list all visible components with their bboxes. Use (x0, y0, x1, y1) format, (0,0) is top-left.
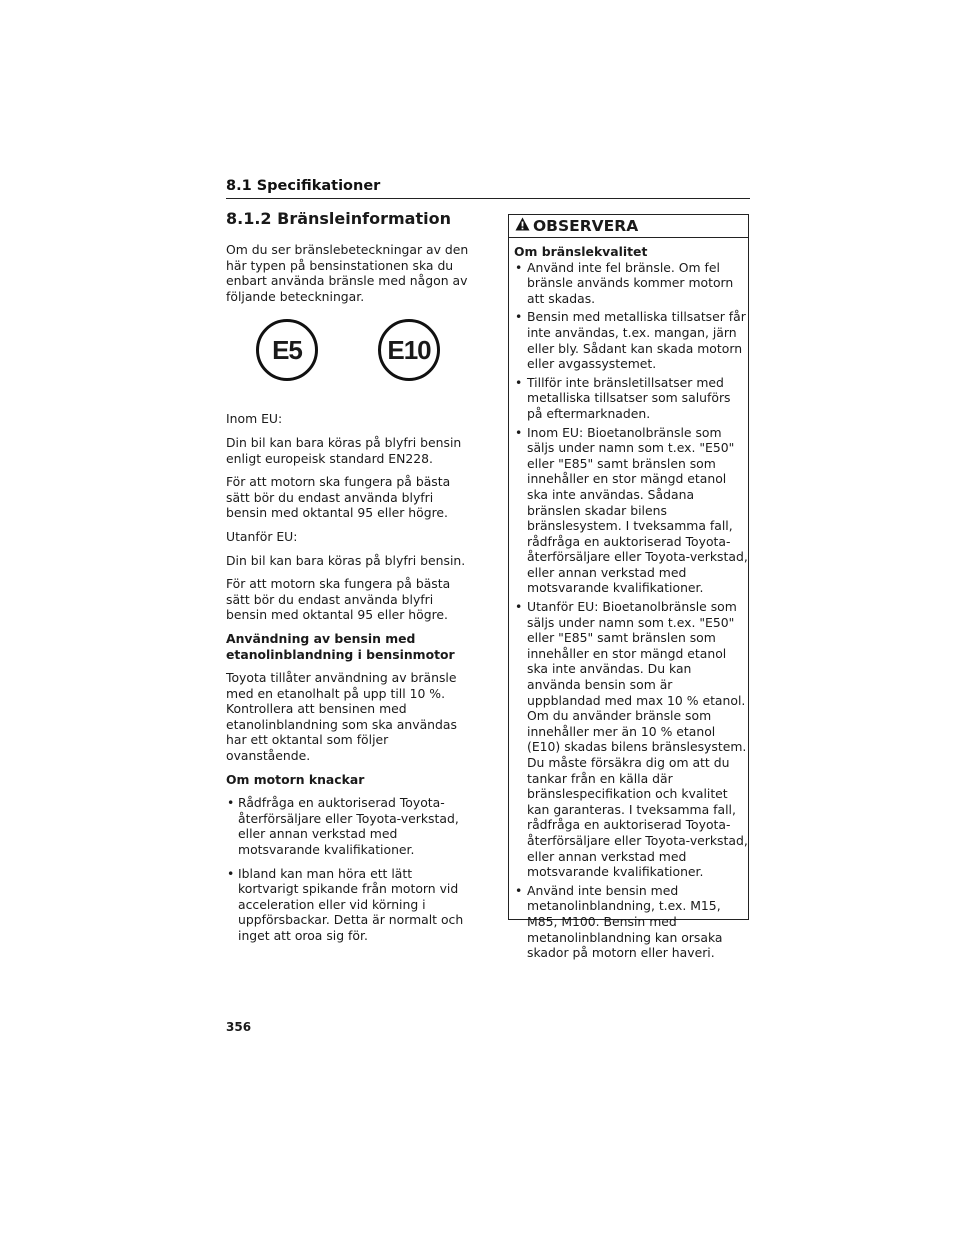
list-item: • Använd inte bensin med metanolinblandning, t.ex. M15, M85, M100. Bensin med metanolinblandning kan orsaka skador på motorn eller haveri. (514, 883, 748, 961)
list-item: • Inom EU: Bioetanolbränsle som säljs under namn som t.ex. "E50" eller "E85" samt bränslen som innehåller en stor mängd etanol ska inte användas. Sådana bränslen skadar bilens bränslesystem. I tveksamma fall, rådfråga en auktoriserad Toyota-återförsäljare eller Toyota-verkstad, eller annan verkstad med motsvarande kvalifikationer. (514, 425, 748, 597)
eu-paragraph-1: Din bil kan bara köras på blyfri bensin enligt europeisk standard EN228. (226, 434, 462, 466)
non-eu-label: Utanför EU: (226, 528, 298, 544)
notice-box (508, 214, 749, 961)
fuel-badge-e10: E10 (378, 319, 440, 381)
notice-body (509, 238, 748, 961)
eu-label: Inom EU: (226, 411, 283, 427)
list-item: • Ibland kan man höra ett lätt kortvarigt spikande från motorn vid acceleration eller vid körning i uppförsbackar. Detta är normalt och inget att oroa sig för. (226, 866, 470, 944)
intro-paragraph: Om du ser bränslebeteckningar av den här typen på bensinstationen ska du enbart använda bränsle med någon av följande beteckningar. (226, 242, 469, 304)
section-header: 8.1 Specifikationer (226, 178, 381, 194)
list-item: • Rådfråga en auktoriserad Toyota-återförsäljare eller Toyota-verkstad, eller annan verkstad med motsvarande kvalifikationer. (226, 795, 470, 857)
warning-icon (515, 217, 533, 235)
notice-title: OBSERVERA (533, 217, 639, 235)
ethanol-heading: Användning av bensin med etanolinblandning i bensinmotor (226, 630, 455, 662)
left-column (226, 208, 470, 952)
list-item: • Använd inte fel bränsle. Om fel bränsle används kommer motorn att skadas. (514, 260, 748, 307)
fuel-badge-e5: E5 (256, 319, 318, 381)
list-item: • Tillför inte bränsletillsatser med metalliska tillsatser som saluförs på eftermarknaden. (514, 375, 748, 422)
fuel-label-badges (226, 319, 470, 397)
list-item: • Utanför EU: Bioetanolbränsle som säljs under namn som t.ex. "E50" eller "E85" samt bränslen som innehåller en stor mängd etanol ska inte användas. Du kan använda bensin som är uppblandad med max 10 % etanol. Om du använder bränsle som innehåller mer än 10 % etanol (E10) skadas bilens bränslesystem. Du måste försäkra dig om att du tankar från en källa där bränslespecifikation och kvalitet kan garanteras. I tveksamma fall, rådfråga en auktoriserad Toyota-återförsäljare eller Toyota-verkstad, eller annan verkstad med motsvarande kvalifikationer. (514, 599, 748, 880)
knock-heading: Om motorn knackar (226, 771, 365, 787)
page-number: 356 (226, 1020, 252, 1034)
notice-header (509, 215, 748, 238)
page-title: 8.1.2 Bränsleinformation (226, 209, 451, 228)
notice-subheading: Om bränslekvalitet (514, 244, 648, 259)
non-eu-paragraph-1: Din bil kan bara köras på blyfri bensin. (226, 552, 466, 568)
non-eu-paragraph-2: För att motorn ska fungera på bästa sätt bör du endast använda blyfri bensin med oktantal 95 eller högre. (226, 576, 451, 623)
knock-list (226, 795, 470, 943)
section-divider (226, 198, 750, 199)
list-item: • Bensin med metalliska tillsatser får inte användas, t.ex. mangan, järn eller bly. Sådant kan skada motorn eller avgassystemet. (514, 309, 748, 371)
notice-list (514, 260, 748, 961)
ethanol-paragraph: Toyota tillåter användning av bränsle med en etanolhalt på upp till 10 %. Kontrollera att bensinen med etanolinblandning som ska användas har ett oktantal som följer ovanstående. (226, 670, 457, 764)
eu-paragraph-2: För att motorn ska fungera på bästa sätt bör du endast använda blyfri bensin med oktantal 95 eller högre. (226, 474, 451, 521)
